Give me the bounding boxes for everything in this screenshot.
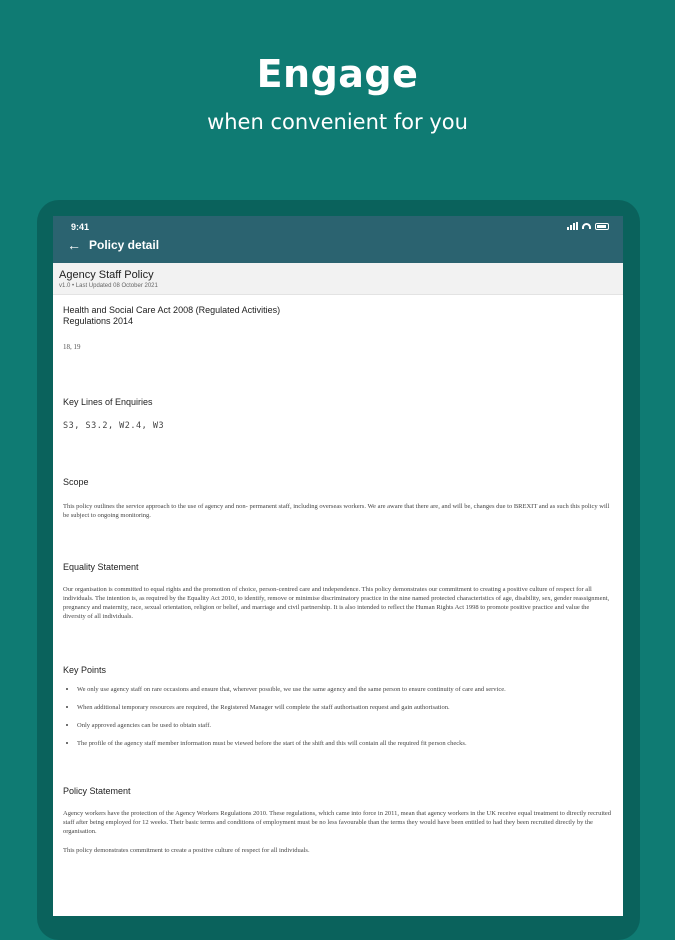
app-bar — [53, 216, 623, 263]
key-lines-values: S3, S3.2, W2.4, W3 — [63, 421, 165, 431]
wifi-icon — [582, 223, 591, 229]
key-points-list — [63, 685, 613, 748]
regulation-numbers: 18, 19 — [63, 343, 81, 351]
document-meta: v1.0 • Last Updated 08 October 2021 — [59, 283, 158, 289]
list-item: • We only use agency staff on rare occasions and ensure that, wherever possible, we use the same agency and the same person to ensure continuity of care and service. — [77, 685, 613, 694]
equality-text: Our organisation is committed to equal rights and the promotion of choice, person-centred care and independence. This policy demonstrates our commitment to creating a positive culture of respect for all individuals. The intention is, as required by the Equality Act 2010, to identify, remove or minimise discriminatory practice in the nine named protected characteristics of age, disability, sex, gender reassignment, pregnancy and maternity, race, sexual orientation, religion or belief, and marriage and civil partnership. It is also intended to reflect the Human Rights Act 1998 to promote positive practice and value the diversity of all individuals. — [63, 586, 610, 620]
scope-text: This policy outlines the service approach to the use of agency and non- permanent staff, including overseas workers. We are aware that there are, and will be, changes due to BREXIT and as such this policy will be subject to ongoing monitoring. — [63, 503, 610, 519]
hero-title: Engage — [256, 52, 419, 96]
hero-subtitle: when convenient for you — [207, 110, 468, 134]
section-heading-scope: Scope — [63, 477, 89, 487]
policy-statement-text-2: This policy demonstrates commitment to create a positive culture of respect for all individuals. — [63, 847, 310, 854]
app-screen — [53, 216, 623, 916]
signal-icon — [567, 222, 578, 230]
section-heading-key-points: Key Points — [63, 665, 107, 675]
status-time: 9:41 — [71, 222, 90, 232]
regulation-title: Health and Social Care Act 2008 (Regulated Activities) Regulations 2014 — [63, 305, 281, 326]
section-heading-equality: Equality Statement — [63, 562, 139, 572]
document-header — [53, 263, 623, 295]
list-item: • Only approved agencies can be used to obtain staff. — [77, 721, 613, 730]
list-item: • When additional temporary resources are required, the Registered Manager will complete the staff authorisation request and gain authorisation. — [77, 703, 613, 712]
section-heading-policy-statement: Policy Statement — [63, 786, 131, 796]
app-bar-title: Policy detail — [89, 238, 160, 252]
battery-icon — [595, 223, 609, 230]
list-item: • The profile of the agency staff member information must be viewed before the start of the shift and this will contain all the required fit person checks. — [77, 739, 613, 748]
policy-statement-text: Agency workers have the protection of the Agency Workers Regulations 2010. These regulations, which came into force in 2011, mean that agency workers in the UK receive equal treatment to directly recruited staff after being employed for 12 weeks. Their basic terms and conditions of employment must be no less favourable than the terms they would have been entitled to had they been recruited directly by the organisation. — [63, 810, 612, 835]
document-body — [53, 295, 623, 865]
section-heading-key-lines: Key Lines of Enquiries — [63, 397, 153, 407]
status-icons — [567, 222, 609, 230]
back-button[interactable] — [67, 238, 159, 252]
document-title: Agency Staff Policy — [59, 269, 154, 281]
back-arrow-icon: ← — [67, 237, 81, 253]
